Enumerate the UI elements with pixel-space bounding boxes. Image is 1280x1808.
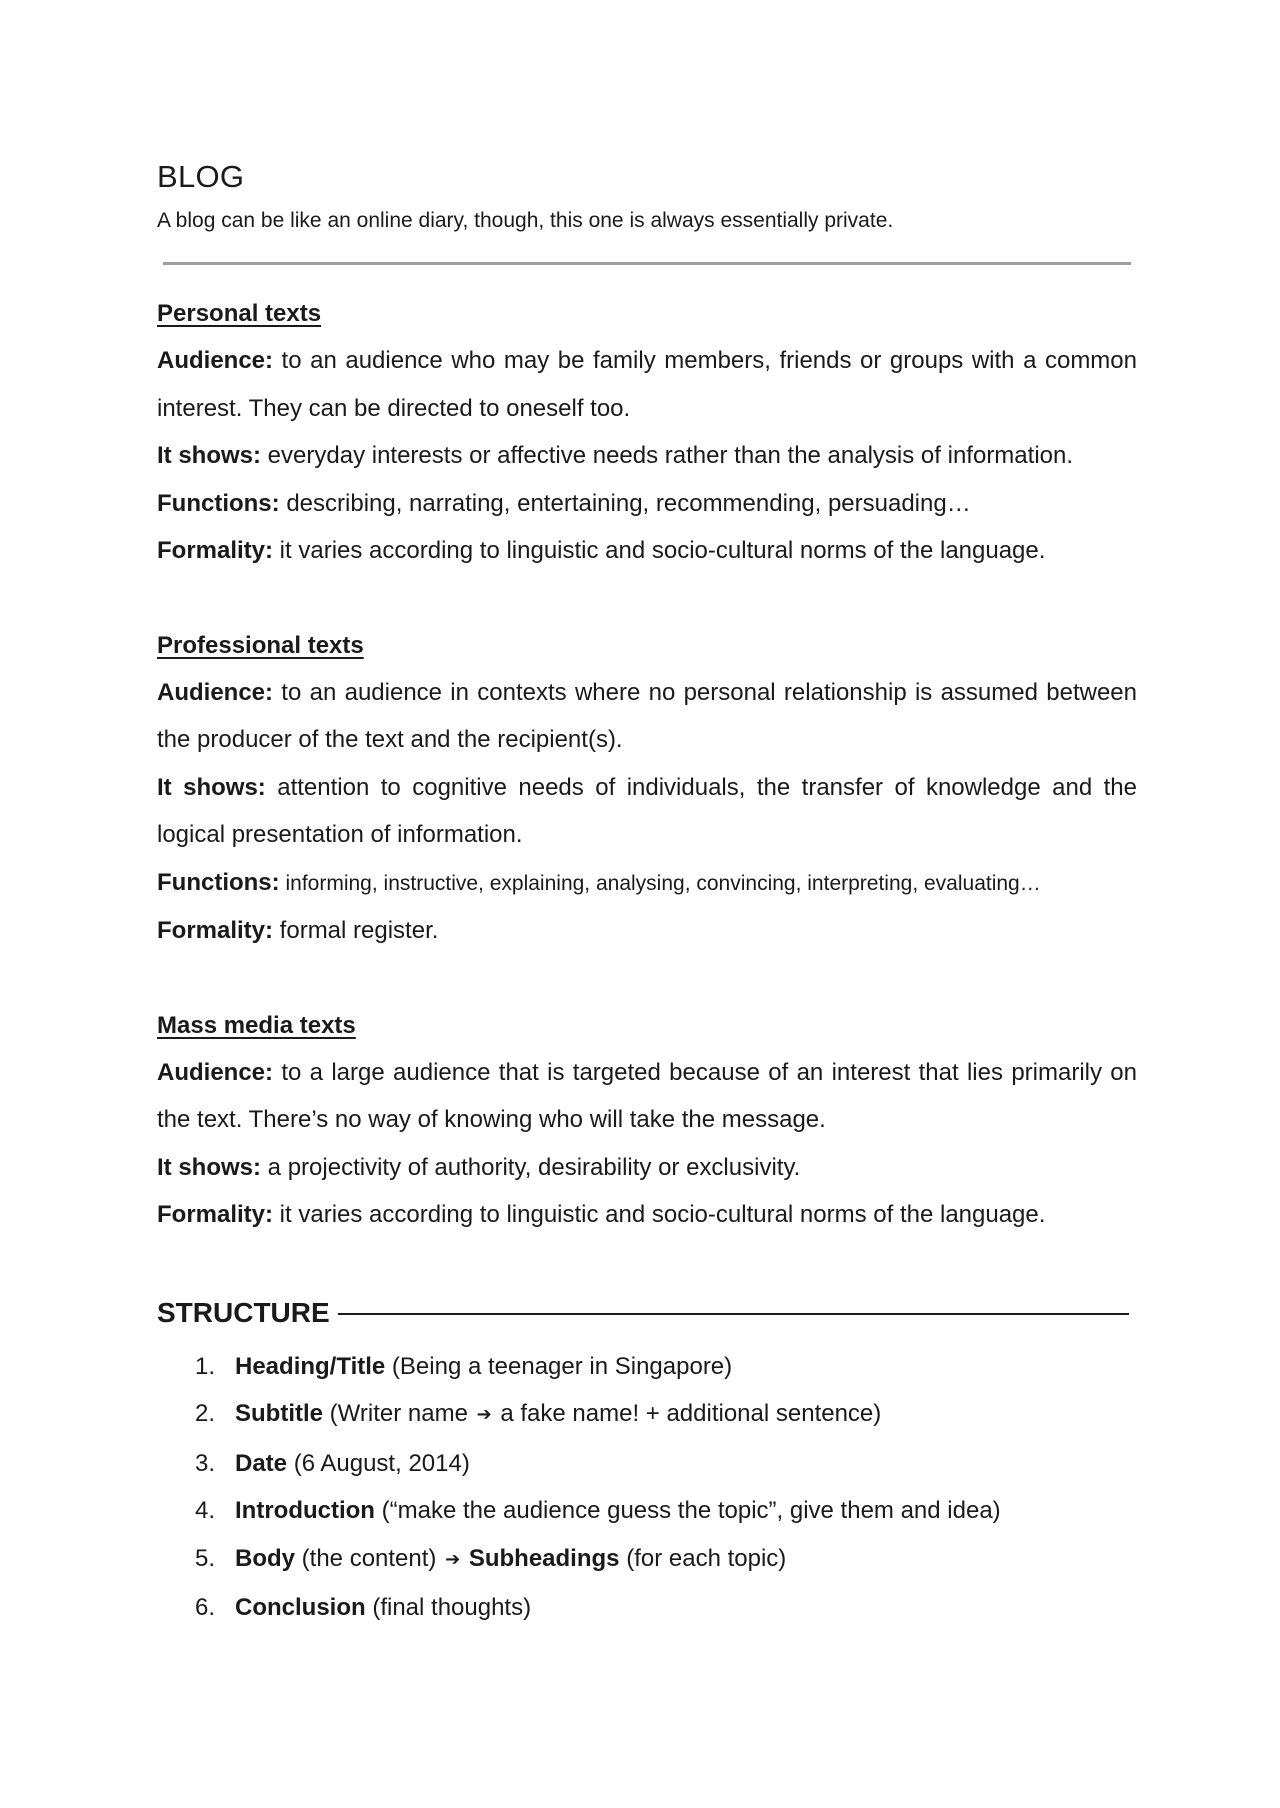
list-number: 6. bbox=[195, 1594, 216, 1621]
section-heading: Personal texts bbox=[157, 300, 322, 327]
row-text: to an audience who may be family members, friends or groups with a common interest. They can be directed to oneself too. bbox=[157, 347, 1137, 422]
audience-row bbox=[157, 669, 1137, 764]
section-mass-media-texts bbox=[157, 1002, 1137, 1239]
list-number: 2. bbox=[195, 1400, 216, 1427]
structure-underline bbox=[338, 1313, 1129, 1315]
list-item-text bbox=[235, 1487, 1001, 1535]
list-number: 3. bbox=[195, 1449, 216, 1477]
row-label: It shows: bbox=[157, 442, 262, 469]
list-item-text bbox=[235, 1584, 531, 1632]
row-label: It shows: bbox=[157, 773, 266, 801]
row-label: Functions: bbox=[157, 489, 280, 517]
list-item-term: Body bbox=[235, 1544, 295, 1572]
section-heading: Mass media texts bbox=[157, 1011, 356, 1039]
list-item-term: Conclusion bbox=[235, 1594, 366, 1621]
formality-row bbox=[157, 527, 1137, 575]
list-item bbox=[157, 1390, 1137, 1440]
document-title: BLOG bbox=[157, 159, 245, 194]
row-text: describing, narrating, entertaining, recommending, persuading… bbox=[279, 489, 971, 517]
row-text: attention to cognitive needs of individuals, the transfer of knowledge and the logical presentation of information. bbox=[157, 773, 1137, 848]
row-text: to an audience in contexts where no personal relationship is assumed between the producer of the text and the recipient(s). bbox=[157, 678, 1137, 753]
row-label: Audience: bbox=[157, 1058, 274, 1086]
list-item bbox=[157, 1487, 1137, 1535]
row-label: Formality: bbox=[157, 1201, 274, 1228]
list-item-text bbox=[235, 1535, 786, 1585]
row-text: it varies according to linguistic and socio-cultural norms of the language. bbox=[273, 1201, 1046, 1228]
section-heading: Professional texts bbox=[157, 631, 364, 659]
list-item bbox=[157, 1535, 1137, 1585]
row-label: It shows: bbox=[157, 1153, 262, 1181]
arrow-right-icon: ➔ bbox=[445, 1548, 461, 1569]
list-item-rest: (Being a teenager in Singapore) bbox=[385, 1352, 733, 1380]
arrow-right-icon: ➔ bbox=[476, 1404, 492, 1424]
list-item-term: Introduction bbox=[235, 1497, 375, 1524]
row-label: Formality: bbox=[157, 917, 274, 944]
list-item-rest: a fake name! + additional sentence) bbox=[493, 1400, 882, 1427]
audience-row bbox=[157, 337, 1137, 432]
list-item-text bbox=[235, 1343, 732, 1391]
row-text: to a large audience that is targeted because of an interest that lies primarily on the text. There’s no way of knowing who will take the message. bbox=[157, 1058, 1137, 1133]
section-professional-texts bbox=[157, 622, 1137, 955]
formality-row bbox=[157, 907, 1137, 955]
list-item bbox=[157, 1584, 1137, 1632]
list-item-text bbox=[235, 1440, 470, 1488]
row-text: formal register. bbox=[273, 917, 439, 944]
list-number: 4. bbox=[195, 1497, 216, 1524]
row-label: Audience: bbox=[157, 678, 274, 706]
list-item bbox=[157, 1343, 1137, 1391]
list-item-rest: (for each topic) bbox=[619, 1544, 787, 1572]
list-item-rest: (“make the audience guess the topic”, give them and idea) bbox=[374, 1497, 1001, 1524]
functions-row bbox=[157, 859, 1137, 908]
list-item bbox=[157, 1440, 1137, 1488]
list-item-term: Heading/Title bbox=[235, 1352, 386, 1380]
list-item-text bbox=[235, 1390, 881, 1440]
list-item-term: Date bbox=[235, 1449, 288, 1477]
section-personal-texts bbox=[157, 290, 1137, 575]
row-text: informing, instructive, explaining, analysing, convincing, interpreting, evaluating… bbox=[279, 871, 1041, 895]
it-shows-row bbox=[157, 432, 1137, 480]
list-item-term: Subtitle bbox=[235, 1400, 323, 1427]
structure-heading bbox=[157, 1289, 1137, 1337]
audience-row bbox=[157, 1049, 1137, 1144]
structure-list bbox=[157, 1343, 1137, 1632]
row-text: everyday interests or affective needs rather than the analysis of information. bbox=[261, 442, 1074, 469]
list-number: 1. bbox=[195, 1352, 216, 1380]
formality-row bbox=[157, 1191, 1137, 1239]
structure-section bbox=[157, 1289, 1137, 1632]
list-number: 5. bbox=[195, 1544, 216, 1572]
list-item-rest: (Writer name bbox=[323, 1400, 475, 1427]
it-shows-row bbox=[157, 1144, 1137, 1192]
row-text: it varies according to linguistic and socio-cultural norms of the language. bbox=[273, 537, 1046, 564]
list-item-rest: (6 August, 2014) bbox=[287, 1449, 470, 1477]
document-intro: A blog can be like an online diary, though, this one is always essentially private. bbox=[157, 209, 894, 232]
functions-row bbox=[157, 480, 1137, 528]
row-label: Formality: bbox=[157, 537, 274, 564]
structure-heading-text: STRUCTURE bbox=[157, 1296, 330, 1328]
it-shows-row bbox=[157, 764, 1137, 859]
document-page bbox=[157, 150, 1137, 1632]
list-item-rest: (final thoughts) bbox=[365, 1594, 532, 1621]
list-item-rest: (the content) bbox=[295, 1544, 444, 1572]
horizontal-rule bbox=[163, 262, 1131, 265]
row-label: Audience: bbox=[157, 347, 274, 374]
row-text: a projectivity of authority, desirability or exclusivity. bbox=[261, 1153, 801, 1181]
row-label: Functions: bbox=[157, 868, 280, 896]
list-item-term: Subheadings bbox=[462, 1544, 620, 1572]
